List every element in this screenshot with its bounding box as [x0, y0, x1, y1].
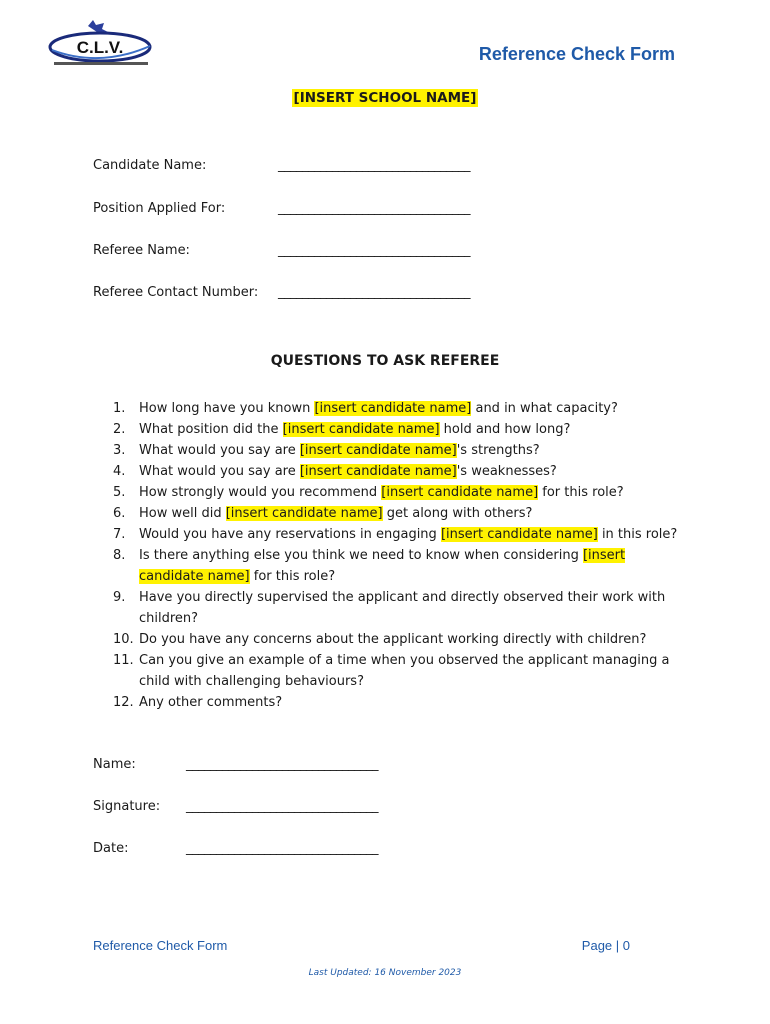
page-number: Page | 0 [581, 938, 630, 953]
question-number: 6. [113, 506, 126, 521]
question-fragment: Is there anything else you think we need to know when considering [139, 548, 583, 563]
footer-form-title: Reference Check Form [93, 938, 228, 953]
question-fragment: What would you say are [139, 464, 300, 479]
question-text [139, 653, 670, 689]
question-item [93, 503, 693, 524]
question-item [93, 440, 693, 461]
question-fragment: Would you have any reservations in engaging [139, 527, 441, 542]
question-number: 2. [113, 422, 126, 437]
question-text [139, 548, 625, 584]
question-number: 11. [113, 653, 134, 668]
question-item [93, 524, 693, 545]
question-item [93, 461, 693, 482]
question-fragment: and in what capacity? [471, 401, 618, 416]
last-updated: Last Updated: 16 November 2023 [308, 968, 462, 978]
question-number: 1. [113, 401, 126, 416]
questions-title: QUESTIONS TO ASK REFEREE [270, 353, 500, 369]
question-number: 3. [113, 443, 126, 458]
sign-label: Signature: [93, 799, 161, 814]
field-line[interactable]: ________________________________ [278, 243, 470, 258]
candidate-placeholder: [insert candidate name] [225, 506, 383, 521]
question-number: 5. [113, 485, 126, 500]
question-fragment: for this role? [249, 569, 336, 584]
questions-list [93, 398, 693, 713]
question-number: 8. [113, 548, 126, 563]
question-text [139, 485, 624, 500]
candidate-placeholder: [insert candidate name] [381, 485, 539, 500]
question-text [139, 632, 646, 647]
question-number: 4. [113, 464, 126, 479]
field-line[interactable]: ________________________________ [278, 158, 470, 173]
question-number: 12. [113, 695, 134, 710]
question-fragment: get along with others? [382, 506, 533, 521]
question-item [93, 587, 693, 629]
question-text [139, 590, 665, 626]
field-label: Referee Name: [93, 243, 190, 258]
question-fragment: What would you say are [139, 443, 300, 458]
question-fragment: Do you have any concerns about the applicant working directly with children? [139, 632, 647, 647]
sign-label: Name: [93, 757, 136, 772]
field-label: Referee Contact Number: [93, 285, 259, 300]
question-fragment: hold and how long? [439, 422, 571, 437]
school-name: [INSERT SCHOOL NAME] [293, 90, 477, 106]
question-text [139, 527, 677, 542]
candidate-placeholder: [insert candidate name] [314, 401, 472, 416]
question-number: 7. [113, 527, 126, 542]
candidate-placeholder: [insert candidate name] [139, 548, 626, 584]
question-text [139, 464, 557, 479]
question-text [139, 401, 618, 416]
question-number: 9. [113, 590, 126, 605]
question-fragment: 's strengths? [456, 443, 540, 458]
question-item [93, 692, 693, 713]
question-item [93, 629, 693, 650]
question-text [139, 443, 540, 458]
question-fragment: How strongly would you recommend [139, 485, 382, 500]
question-fragment: How well did [139, 506, 226, 521]
sign-line[interactable]: ________________________________ [186, 841, 378, 856]
question-fragment: Can you give an example of a time when you observed the applicant managing a child with challenging behaviours? [139, 653, 670, 689]
question-fragment: Any other comments? [139, 695, 283, 710]
question-number: 10. [113, 632, 134, 647]
logo-text: C.L.V. [76, 38, 124, 57]
question-text [139, 695, 282, 710]
candidate-placeholder: [insert candidate name] [440, 527, 598, 542]
clv-logo [48, 20, 154, 72]
sign-line[interactable]: ________________________________ [186, 799, 378, 814]
form-title: Reference Check Form [478, 44, 675, 64]
field-line[interactable]: ________________________________ [278, 285, 470, 300]
question-fragment: What position did the [139, 422, 283, 437]
field-line[interactable]: ________________________________ [278, 201, 470, 216]
sign-label: Date: [93, 841, 129, 856]
question-fragment: How long have you known [139, 401, 315, 416]
question-item [93, 545, 693, 587]
candidate-placeholder: [insert candidate name] [299, 443, 457, 458]
question-item [93, 398, 693, 419]
question-text [139, 422, 570, 437]
question-item [93, 482, 693, 503]
question-item [93, 650, 693, 692]
question-fragment: in this role? [597, 527, 678, 542]
question-fragment: for this role? [538, 485, 624, 500]
candidate-placeholder: [insert candidate name] [282, 422, 440, 437]
question-fragment: 's weaknesses? [456, 464, 557, 479]
question-item [93, 419, 693, 440]
candidate-placeholder: [insert candidate name] [299, 464, 457, 479]
sign-line[interactable]: ________________________________ [186, 757, 378, 772]
field-label: Position Applied For: [93, 201, 226, 216]
question-fragment: Have you directly supervised the applicant and directly observed their work with children? [139, 590, 666, 626]
question-text [139, 506, 532, 521]
field-label: Candidate Name: [93, 158, 207, 173]
